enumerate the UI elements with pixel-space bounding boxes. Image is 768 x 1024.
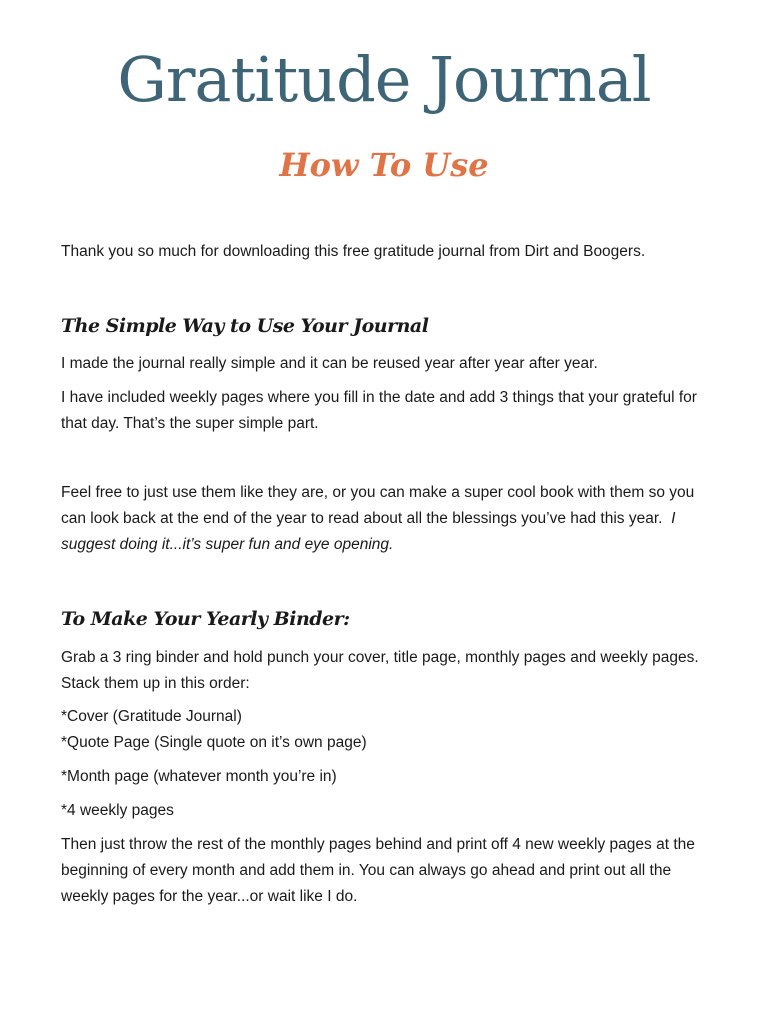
- paragraph-closing: Then just throw the rest of the monthly pages behind and print off 4 new weekly pages at the beginning of every month and add them in. You can always go ahead and print out all the weekly pages for the year...or wait like I do.: [61, 836, 695, 905]
- list-item-quote-page: *Quote Page (Single quote on it’s own page): [61, 734, 367, 751]
- paragraph-weekly-pages: I have included weekly pages where you fill in the date and add 3 things that your grateful for that day. That’s the super simple part.: [61, 389, 697, 432]
- paragraph-binder-instructions: Grab a 3 ring binder and hold punch your cover, title page, monthly pages and weekly pages. Stack them up in this order:: [61, 649, 699, 692]
- section-heading-simple-way: The Simple Way to Use Your Journal: [61, 315, 429, 337]
- suggestion-italic-text: I suggest doing it...it’s super fun and eye opening.: [61, 510, 676, 553]
- page-title: Gratitude Journal: [117, 43, 651, 116]
- section-heading-yearly-binder: To Make Your Yearly Binder:: [61, 608, 350, 630]
- paragraph-free-to-use-text: Feel free to just use them like they are, or you can make a super cool book with them so you can look back at the end of the year to read about all the blessings you’ve had this year.: [61, 484, 695, 527]
- list-item-month-page: *Month page (whatever month you’re in): [61, 768, 337, 785]
- list-item-weekly-pages: *4 weekly pages: [61, 802, 174, 819]
- paragraph-reuse: I made the journal really simple and it can be reused year after year after year.: [61, 355, 598, 372]
- list-item-cover: *Cover (Gratitude Journal): [61, 708, 242, 725]
- page-subtitle: How To Use: [279, 146, 489, 184]
- paragraph-free-to-use: [61, 480, 711, 558]
- intro-paragraph: Thank you so much for downloading this free gratitude journal from Dirt and Boogers.: [61, 243, 646, 260]
